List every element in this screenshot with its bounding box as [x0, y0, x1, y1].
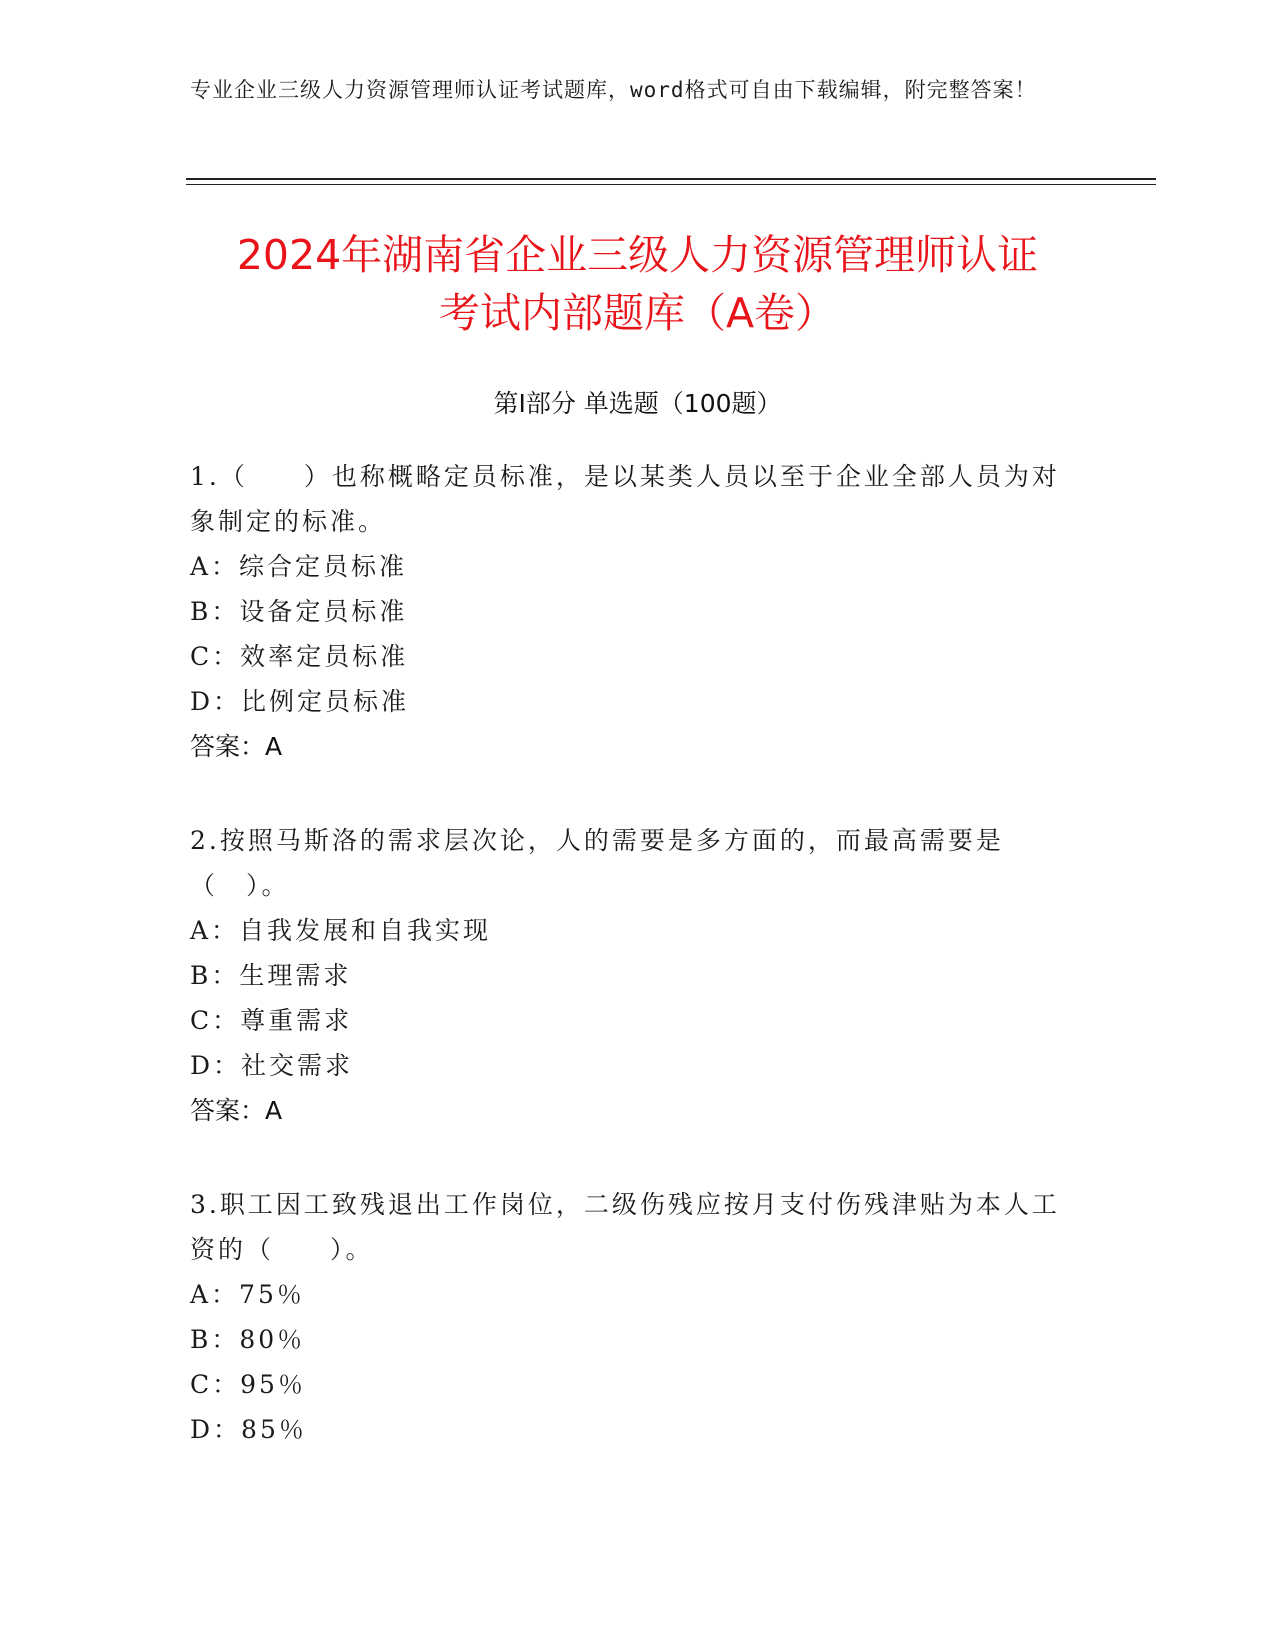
- question-1: [190, 454, 1070, 769]
- option-c: C：95％: [190, 1370, 306, 1399]
- option-b: B：80％: [190, 1325, 306, 1354]
- document-title-line-1: 2024年湖南省企业三级人力资源管理师认证: [236, 231, 1039, 279]
- question-stem: 1.（ ）也称概略定员标准，是以某类人员以至于企业全部人员为对象制定的标准。: [190, 462, 1060, 536]
- header-divider-thin: [186, 184, 1156, 185]
- option-b: B：设备定员标准: [190, 597, 408, 626]
- question-stem: 2.按照马斯洛的需求层次论，人的需要是多方面的，而最高需要是（ ）。: [190, 826, 1004, 900]
- question-2: [190, 818, 1070, 1133]
- option-a: A：综合定员标准: [190, 552, 408, 581]
- option-c: C：效率定员标准: [190, 642, 409, 671]
- question-stem: 3.职工因工致残退出工作岗位，二级伤残应按月支付伤残津贴为本人工资的（ ）。: [190, 1190, 1060, 1264]
- option-a: A：75％: [190, 1280, 305, 1309]
- answer: 答案：A: [190, 732, 283, 761]
- option-d: D：85％: [190, 1415, 307, 1444]
- document-title-line-2: 考试内部题库（A卷）: [438, 289, 837, 337]
- answer: 答案：A: [190, 1096, 283, 1125]
- document-title: [150, 226, 1125, 342]
- option-d: D：社交需求: [190, 1051, 354, 1080]
- section-heading: 第Ⅰ部分 单选题（100题）: [493, 389, 782, 418]
- question-3: [190, 1182, 1070, 1452]
- option-c: C：尊重需求: [190, 1006, 353, 1035]
- header-divider: [186, 178, 1156, 180]
- option-d: D：比例定员标准: [190, 687, 410, 716]
- option-b: B：生理需求: [190, 961, 352, 990]
- option-a: A：自我发展和自我实现: [190, 916, 492, 945]
- header-note: 专业企业三级人力资源管理师认证考试题库，word格式可自由下载编辑，附完整答案！: [190, 78, 1037, 102]
